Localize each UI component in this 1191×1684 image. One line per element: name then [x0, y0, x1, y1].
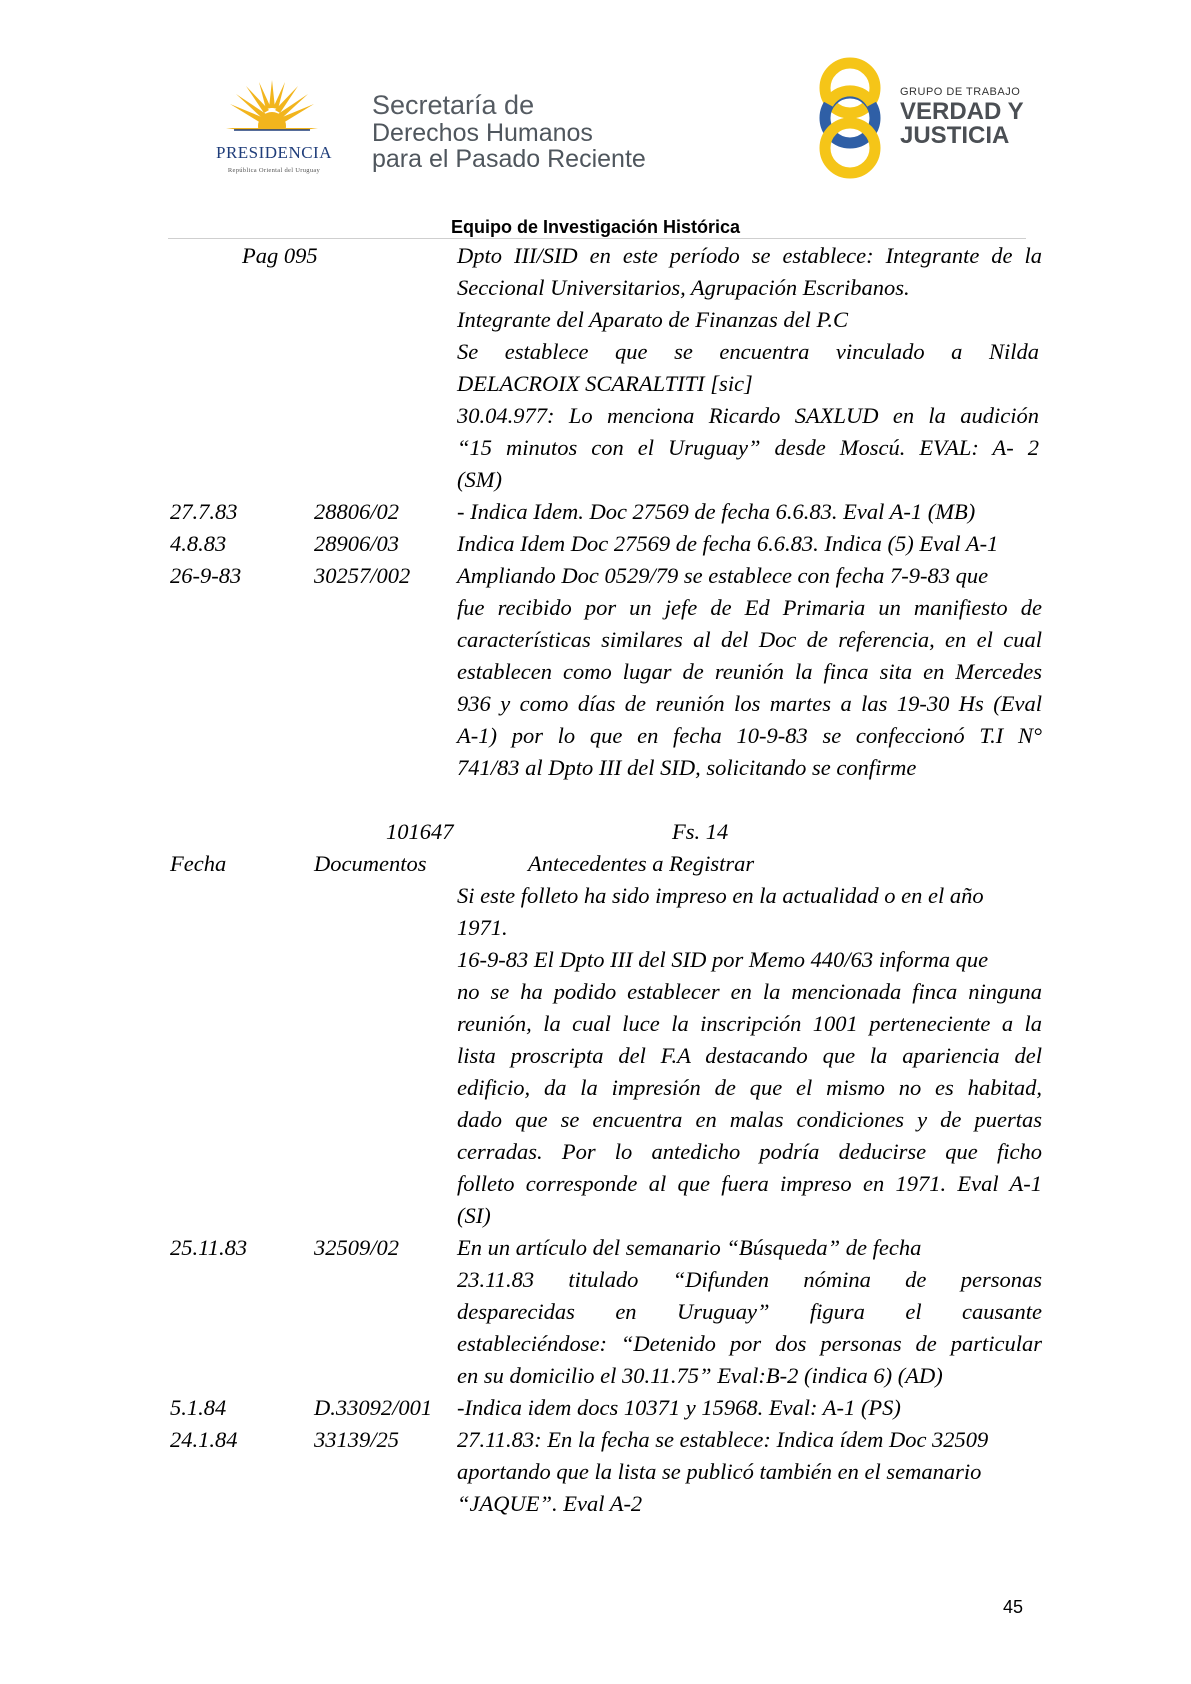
entry-text-line: folleto corresponde al que fuera impreso en 1971. Eval A-1	[457, 1171, 1042, 1196]
entry-text-line: aportando que la lista se publicó también en el semanario	[457, 1459, 982, 1484]
entry-text-line: (SM)	[457, 467, 502, 492]
entry-text-line: lista proscripta del F.A destacando que la apariencia del	[457, 1043, 1042, 1068]
folio-number: 101647	[386, 819, 454, 844]
secretaria-line1: Secretaría de	[372, 90, 535, 120]
entry-text-line: reunión, la cual luce la inscripción 1001 perteneciente a la	[457, 1011, 1042, 1036]
secretaria-logo-text	[372, 90, 646, 172]
entry-text-line: 27.11.83: En la fecha se establece: Indica ídem Doc 32509	[457, 1427, 989, 1452]
presidencia-subtitle: República Oriental del Uruguay	[227, 167, 321, 174]
entry-text-line: 16-9-83 El Dpto III del SID por Memo 440/63 informa que	[457, 947, 989, 972]
column-header-documentos: Documentos	[314, 851, 427, 876]
entry-document: 28806/02	[314, 499, 400, 524]
entry-document: 32509/02	[314, 1235, 400, 1260]
entry-text-line: cerradas. Por lo antedicho podría deducirse que ficho	[457, 1139, 1042, 1164]
entry-date: 4.8.83	[170, 531, 227, 556]
entry-text-line: - Indica Idem. Doc 27569 de fecha 6.6.83. Eval A-1 (MB)	[457, 499, 976, 524]
entry-text-line: 30.04.977: Lo menciona Ricardo SAXLUD en la audición	[457, 403, 1039, 428]
entry-text-line: establecen como lugar de reunión la finca sita en Mercedes	[457, 659, 1042, 684]
entry-date: 24.1.84	[170, 1427, 238, 1452]
entry-text-line: edificio, da la impresión de que el mismo no es habitad,	[457, 1075, 1042, 1100]
folio-fs: Fs. 14	[672, 819, 729, 844]
entry-text-line: “15 minutos con el Uruguay” desde Moscú. EVAL: A- 2	[457, 435, 1039, 460]
entry-text-line: Se establece que se encuentra vinculado a Nilda	[457, 339, 1039, 364]
gtvj-line1: GRUPO DE TRABAJO	[900, 86, 1021, 98]
entry-document: 28906/03	[314, 531, 400, 556]
gtvj-line2: VERDAD Y	[900, 98, 1024, 125]
entry-text-line: dado que se encuentra en malas condiciones y de puertas	[457, 1107, 1042, 1132]
entry-text-line: desparecidas en Uruguay” figura el causante	[457, 1299, 1042, 1324]
entry-text-line: “JAQUE”. Eval A-2	[457, 1491, 643, 1516]
entry-date: 5.1.84	[170, 1395, 227, 1420]
entry-text-line: fue recibido por un jefe de Ed Primaria un manifiesto de	[457, 595, 1042, 620]
entry-text-line: -Indica idem docs 10371 y 15968. Eval: A-1 (PS)	[457, 1395, 901, 1420]
gtvj-line3: JUSTICIA	[900, 122, 1010, 149]
entry-text-line: Seccional Universitarios, Agrupación Escribanos.	[457, 275, 910, 300]
entry-date: 25.11.83	[170, 1235, 248, 1260]
header-divider	[168, 238, 1026, 239]
entry-document: 30257/002	[314, 563, 411, 588]
entry-text-line: 23.11.83 titulado “Difunden nómina de personas	[457, 1267, 1042, 1292]
entry-text-line: Ampliando Doc 0529/79 se establece con fecha 7-9-83 que	[457, 563, 989, 588]
entry-text-line: 936 y como días de reunión los martes a las 19-30 Hs (Eval	[457, 691, 1042, 716]
interlocked-rings-icon	[810, 56, 900, 186]
entry-text-line: En un artículo del semanario “Búsqueda” de fecha	[457, 1235, 922, 1260]
team-title: Equipo de Investigación Histórica	[450, 217, 741, 237]
page-reference: Pag 095	[242, 243, 318, 268]
presidencia-logo	[196, 78, 352, 178]
entry-text-line: DELACROIX SCARALTITI [sic]	[457, 371, 753, 396]
entry-date: 27.7.83	[170, 499, 238, 524]
entry-text-line: 1971.	[457, 915, 508, 940]
entry-text-line: 741/83 al Dpto III del SID, solicitando se confirme	[457, 755, 917, 780]
entry-text-line: (SI)	[457, 1203, 491, 1228]
presidencia-wordmark: PRESIDENCIA	[215, 143, 332, 162]
entry-document: D.33092/001	[314, 1395, 433, 1420]
entry-text-line: no se ha podido establecer en la mencionada finca ninguna	[457, 979, 1042, 1004]
entry-text-line: estableciéndose: “Detenido por dos personas de particular	[457, 1331, 1042, 1356]
sun-icon	[226, 78, 318, 138]
column-header-antecedentes: Antecedentes a Registrar	[528, 851, 755, 876]
entry-text-line: A-1) por lo que en fecha 10-9-83 se confeccionó T.I N°	[457, 723, 1042, 748]
entry-text-line: características similares al del Doc de referencia, en el cual	[457, 627, 1042, 652]
column-header-fecha: Fecha	[170, 851, 227, 876]
entry-text-line: Indica Idem Doc 27569 de fecha 6.6.83. Indica (5) Eval A-1	[457, 531, 999, 556]
secretaria-line3: para el Pasado Reciente	[372, 145, 646, 173]
gtvj-logo	[810, 56, 1030, 186]
entry-date: 26-9-83	[170, 563, 242, 588]
entry-text-line: Integrante del Aparato de Finanzas del P.C	[457, 307, 849, 332]
entry-text-line: Si este folleto ha sido impreso en la actualidad o en el año	[457, 883, 984, 908]
entry-document: 33139/25	[314, 1427, 400, 1452]
entry-text-line: en su domicilio el 30.11.75” Eval:B-2 (indica 6) (AD)	[457, 1363, 943, 1388]
secretaria-line2: Derechos Humanos	[372, 119, 593, 147]
entry-text-line: Dpto III/SID en este período se establece: Integrante de la	[457, 243, 1042, 268]
page-number: 45	[1003, 1597, 1024, 1617]
